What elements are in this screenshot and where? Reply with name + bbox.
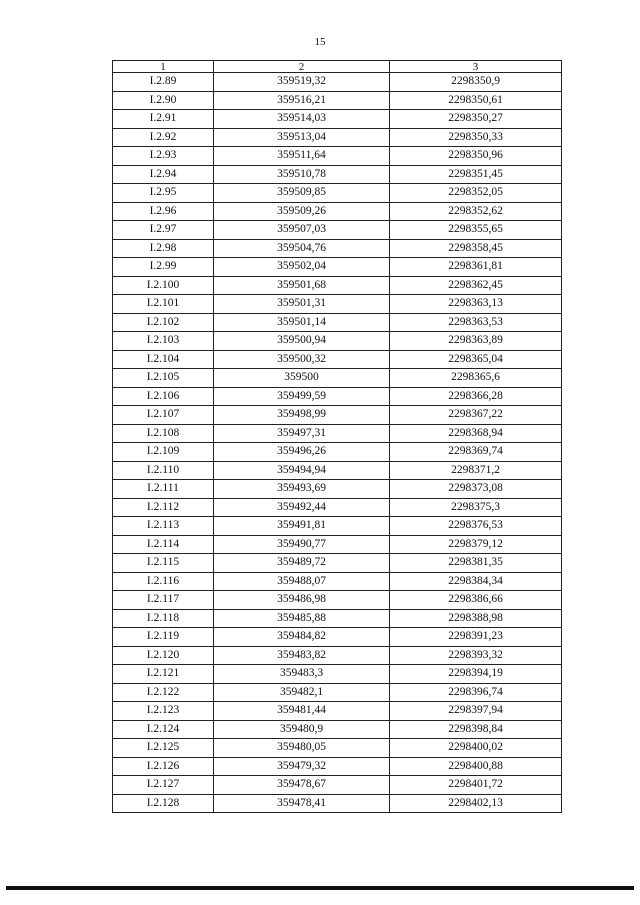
x-coordinate-cell: 359510,78 [214,165,390,184]
table-row [113,239,562,258]
x-coordinate-cell: 359509,26 [214,202,390,221]
x-coordinate-cell: 359507,03 [214,221,390,240]
x-coordinate-cell: 359500 [214,369,390,388]
point-id-cell: I.2.105 [113,369,214,388]
table-row [113,535,562,554]
y-coordinate-cell: 2298363,89 [390,332,562,351]
y-coordinate-cell: 2298388,98 [390,609,562,628]
y-coordinate-cell: 2298402,13 [390,794,562,813]
point-id-cell: I.2.119 [113,628,214,647]
column-header-2: 2 [214,61,390,73]
x-coordinate-cell: 359501,14 [214,313,390,332]
x-coordinate-cell: 359483,3 [214,665,390,684]
table-row [113,258,562,277]
point-id-cell: I.2.94 [113,165,214,184]
x-coordinate-cell: 359498,99 [214,406,390,425]
table-row [113,609,562,628]
point-id-cell: I.2.89 [113,73,214,92]
point-id-cell: I.2.110 [113,461,214,480]
table-row [113,369,562,388]
point-id-cell: I.2.124 [113,720,214,739]
x-coordinate-cell: 359482,1 [214,683,390,702]
table-row [113,702,562,721]
point-id-cell: I.2.114 [113,535,214,554]
x-coordinate-cell: 359488,07 [214,572,390,591]
point-id-cell: I.2.115 [113,554,214,573]
point-id-cell: I.2.121 [113,665,214,684]
x-coordinate-cell: 359500,32 [214,350,390,369]
x-coordinate-cell: 359511,64 [214,147,390,166]
table-row [113,776,562,795]
table-row [113,628,562,647]
table-row [113,73,562,92]
point-id-cell: I.2.122 [113,683,214,702]
y-coordinate-cell: 2298350,33 [390,128,562,147]
x-coordinate-cell: 359481,44 [214,702,390,721]
x-coordinate-cell: 359486,98 [214,591,390,610]
point-id-cell: I.2.95 [113,184,214,203]
x-coordinate-cell: 359480,05 [214,739,390,758]
y-coordinate-cell: 2298368,94 [390,424,562,443]
point-id-cell: I.2.93 [113,147,214,166]
table-row [113,128,562,147]
x-coordinate-cell: 359497,31 [214,424,390,443]
x-coordinate-cell: 359485,88 [214,609,390,628]
point-id-cell: I.2.102 [113,313,214,332]
x-coordinate-cell: 359492,44 [214,498,390,517]
table-row [113,424,562,443]
point-id-cell: I.2.99 [113,258,214,277]
table-row [113,757,562,776]
y-coordinate-cell: 2298350,27 [390,110,562,129]
point-id-cell: I.2.111 [113,480,214,499]
point-id-cell: I.2.104 [113,350,214,369]
point-id-cell: I.2.106 [113,387,214,406]
point-id-cell: I.2.127 [113,776,214,795]
y-coordinate-cell: 2298355,65 [390,221,562,240]
column-header-1: 1 [113,61,214,73]
x-coordinate-cell: 359502,04 [214,258,390,277]
y-coordinate-cell: 2298350,61 [390,91,562,110]
x-coordinate-cell: 359509,85 [214,184,390,203]
table-row [113,110,562,129]
y-coordinate-cell: 2298352,05 [390,184,562,203]
y-coordinate-cell: 2298391,23 [390,628,562,647]
y-coordinate-cell: 2298352,62 [390,202,562,221]
x-coordinate-cell: 359514,03 [214,110,390,129]
x-coordinate-cell: 359478,67 [214,776,390,795]
table-row [113,165,562,184]
y-coordinate-cell: 2298365,6 [390,369,562,388]
y-coordinate-cell: 2298363,53 [390,313,562,332]
header-row [113,61,562,73]
table-row [113,313,562,332]
x-coordinate-cell: 359483,82 [214,646,390,665]
y-coordinate-cell: 2298398,84 [390,720,562,739]
x-coordinate-cell: 359501,31 [214,295,390,314]
table-row [113,276,562,295]
point-id-cell: I.2.107 [113,406,214,425]
point-id-cell: I.2.98 [113,239,214,258]
x-coordinate-cell: 359501,68 [214,276,390,295]
point-id-cell: I.2.125 [113,739,214,758]
x-coordinate-cell: 359480,9 [214,720,390,739]
x-coordinate-cell: 359490,77 [214,535,390,554]
table-row [113,332,562,351]
table-row [113,739,562,758]
y-coordinate-cell: 2298381,35 [390,554,562,573]
x-coordinate-cell: 359478,41 [214,794,390,813]
point-id-cell: I.2.109 [113,443,214,462]
point-id-cell: I.2.101 [113,295,214,314]
table-row [113,387,562,406]
y-coordinate-cell: 2298379,12 [390,535,562,554]
y-coordinate-cell: 2298376,53 [390,517,562,536]
page-number: 15 [314,36,326,48]
table-row [113,480,562,499]
table-row [113,184,562,203]
point-id-cell: I.2.90 [113,91,214,110]
y-coordinate-cell: 2298386,66 [390,591,562,610]
table-row [113,665,562,684]
point-id-cell: I.2.112 [113,498,214,517]
y-coordinate-cell: 2298373,08 [390,480,562,499]
y-coordinate-cell: 2298369,74 [390,443,562,462]
y-coordinate-cell: 2298350,9 [390,73,562,92]
y-coordinate-cell: 2298396,74 [390,683,562,702]
point-id-cell: I.2.96 [113,202,214,221]
table-row [113,295,562,314]
x-coordinate-cell: 359489,72 [214,554,390,573]
table-row [113,147,562,166]
y-coordinate-cell: 2298350,96 [390,147,562,166]
x-coordinate-cell: 359504,76 [214,239,390,258]
y-coordinate-cell: 2298358,45 [390,239,562,258]
x-coordinate-cell: 359519,32 [214,73,390,92]
x-coordinate-cell: 359479,32 [214,757,390,776]
point-id-cell: I.2.100 [113,276,214,295]
y-coordinate-cell: 2298367,22 [390,406,562,425]
y-coordinate-cell: 2298362,45 [390,276,562,295]
table-row [113,443,562,462]
point-id-cell: I.2.117 [113,591,214,610]
x-coordinate-cell: 359513,04 [214,128,390,147]
table-row [113,91,562,110]
table-row [113,646,562,665]
x-coordinate-cell: 359516,21 [214,91,390,110]
table-row [113,794,562,813]
table-row [113,572,562,591]
point-id-cell: I.2.91 [113,110,214,129]
y-coordinate-cell: 2298397,94 [390,702,562,721]
point-id-cell: I.2.123 [113,702,214,721]
table-row [113,554,562,573]
point-id-cell: I.2.103 [113,332,214,351]
x-coordinate-cell: 359484,82 [214,628,390,647]
point-id-cell: I.2.92 [113,128,214,147]
table-row [113,350,562,369]
y-coordinate-cell: 2298365,04 [390,350,562,369]
point-id-cell: I.2.126 [113,757,214,776]
table-row [113,517,562,536]
point-id-cell: I.2.116 [113,572,214,591]
table-body [113,73,562,813]
table-row [113,202,562,221]
y-coordinate-cell: 2298361,81 [390,258,562,277]
table-row [113,591,562,610]
y-coordinate-cell: 2298384,34 [390,572,562,591]
x-coordinate-cell: 359494,94 [214,461,390,480]
x-coordinate-cell: 359496,26 [214,443,390,462]
table-row [113,683,562,702]
table-row [113,720,562,739]
point-id-cell: I.2.118 [113,609,214,628]
point-id-cell: I.2.120 [113,646,214,665]
y-coordinate-cell: 2298363,13 [390,295,562,314]
coordinates-table [112,60,562,813]
y-coordinate-cell: 2298371,2 [390,461,562,480]
y-coordinate-cell: 2298394,19 [390,665,562,684]
y-coordinate-cell: 2298393,32 [390,646,562,665]
x-coordinate-cell: 359499,59 [214,387,390,406]
x-coordinate-cell: 359493,69 [214,480,390,499]
column-header-3: 3 [390,61,562,73]
point-id-cell: I.2.113 [113,517,214,536]
point-id-cell: I.2.128 [113,794,214,813]
point-id-cell: I.2.97 [113,221,214,240]
y-coordinate-cell: 2298366,28 [390,387,562,406]
table-header [113,61,562,73]
y-coordinate-cell: 2298375,3 [390,498,562,517]
table-row [113,498,562,517]
bottom-rule [6,886,634,890]
y-coordinate-cell: 2298400,02 [390,739,562,758]
table-row [113,406,562,425]
y-coordinate-cell: 2298401,72 [390,776,562,795]
x-coordinate-cell: 359491,81 [214,517,390,536]
y-coordinate-cell: 2298351,45 [390,165,562,184]
x-coordinate-cell: 359500,94 [214,332,390,351]
y-coordinate-cell: 2298400,88 [390,757,562,776]
table-row [113,221,562,240]
point-id-cell: I.2.108 [113,424,214,443]
table-row [113,461,562,480]
